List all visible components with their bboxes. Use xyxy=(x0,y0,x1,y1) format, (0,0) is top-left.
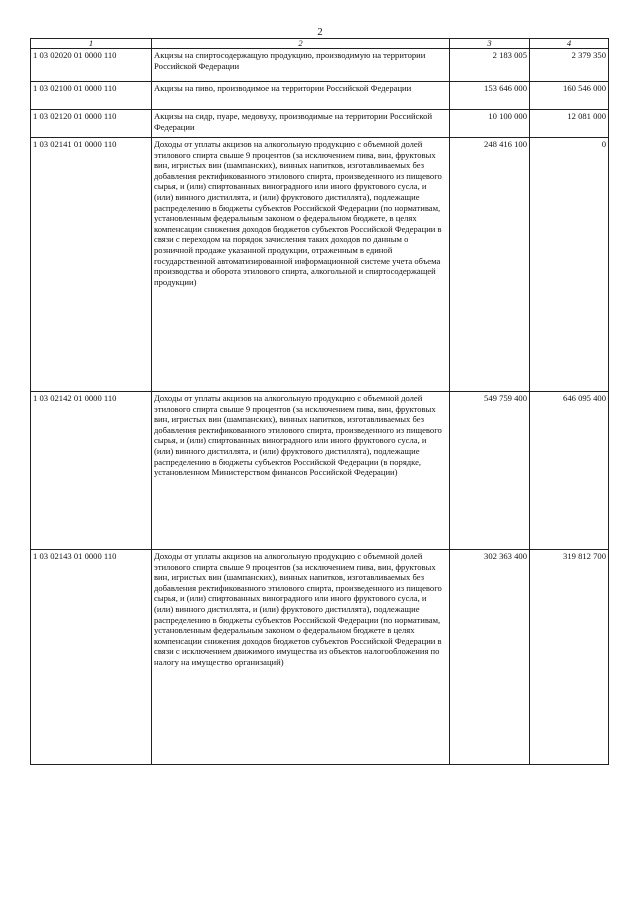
row-value-4: 0 xyxy=(530,138,609,392)
table-row xyxy=(31,550,609,765)
budget-table xyxy=(30,38,609,765)
table-row xyxy=(31,49,609,82)
row-value-4: 646 095 400 xyxy=(530,392,609,550)
column-header-1: 1 xyxy=(31,39,152,49)
row-value-3: 302 363 400 xyxy=(450,550,530,765)
row-value-4: 2 379 350 xyxy=(530,49,609,82)
row-value-3: 2 183 005 xyxy=(450,49,530,82)
row-description: Доходы от уплаты акцизов на алкогольную продукцию с объемной долей этилового спирта свыше 9 процентов (за исключением пива, вин, фруктовых вин, игристых вин (шампанских), винных напитков, изготавливаемых без добавления ректификованного этилового спирта, произведенного из пищевого сырья, и (или) спиртованных виноградного или иного фруктового сусла, и (или) винного дистиллята, и (или) фруктового дистиллята), подлежащие распределению в бюджеты субъектов Российской Федерации (по нормативам, установленным федеральным законом о федеральном бюджете в целях компенсации снижения доходов бюджетов субъектов Российской Федерации в связи с исключением движимого имущества из объектов налогообложения по налогу на имущество организаций) xyxy=(152,550,450,765)
row-description: Акцизы на спиртосодержащую продукцию, производимую на территории Российской Федерации xyxy=(152,49,450,82)
table-row xyxy=(31,138,609,392)
row-code: 1 03 02020 01 0000 110 xyxy=(31,49,152,82)
column-header-2: 2 xyxy=(152,39,450,49)
table-header-row xyxy=(31,39,609,49)
row-description: Акцизы на сидр, пуаре, медовуху, производимые на территории Российской Федерации xyxy=(152,110,450,138)
table-row xyxy=(31,82,609,110)
row-value-4: 12 081 000 xyxy=(530,110,609,138)
row-code: 1 03 02141 01 0000 110 xyxy=(31,138,152,392)
row-value-3: 248 416 100 xyxy=(450,138,530,392)
row-value-4: 160 546 000 xyxy=(530,82,609,110)
table-row xyxy=(31,110,609,138)
row-value-3: 549 759 400 xyxy=(450,392,530,550)
page-number: 2 xyxy=(317,27,323,38)
row-description: Доходы от уплаты акцизов на алкогольную продукцию с объемной долей этилового спирта свыше 9 процентов (за исключением пива, вин, фруктовых вин, игристых вин (шампанских), винных напитков, изготавливаемых без добавления ректификованного этилового спирта, произведенного из пищевого сырья, и (или) спиртованных виноградного или иного фруктового сусла, и (или) винного дистиллята, и (или) фруктового дистиллята), подлежащие распределению в бюджеты субъектов Российской Федерации (в порядке, установленном Министерством финансов Российской Федерации) xyxy=(152,392,450,550)
row-value-4: 319 812 700 xyxy=(530,550,609,765)
column-header-4: 4 xyxy=(530,39,609,49)
row-value-3: 10 100 000 xyxy=(450,110,530,138)
row-code: 1 03 02120 01 0000 110 xyxy=(31,110,152,138)
row-description: Акцизы на пиво, производимое на территории Российской Федерации xyxy=(152,82,450,110)
table-row xyxy=(31,392,609,550)
column-header-3: 3 xyxy=(450,39,530,49)
row-description: Доходы от уплаты акцизов на алкогольную продукцию с объемной долей этилового спирта свыше 9 процентов (за исключением пива, вин, фруктовых вин, игристых вин (шампанских), винных напитков, изготавливаемых без добавления ректификованного этилового спирта, произведенного из пищевого сырья, и (или) спиртованных виноградного или иного фруктового сусла, и (или) винного дистиллята, и (или) фруктового дистиллята), подлежащие распределению в бюджеты субъектов Российской Федерации (по нормативам, установленным федеральным законом о федеральном бюджете, в целях компенсации снижения доходов бюджетов субъектов Российской Федерации в связи с переходом на порядок зачисления таких доходов по данным о розничной продаже указанной продукции, отраженным в единой государственной автоматизированной информационной системе учета объема производства и оборота этилового спирта, алкогольной и спиртосодержащей продукции) xyxy=(152,138,450,392)
row-code: 1 03 02143 01 0000 110 xyxy=(31,550,152,765)
row-code: 1 03 02100 01 0000 110 xyxy=(31,82,152,110)
row-value-3: 153 646 000 xyxy=(450,82,530,110)
row-code: 1 03 02142 01 0000 110 xyxy=(31,392,152,550)
